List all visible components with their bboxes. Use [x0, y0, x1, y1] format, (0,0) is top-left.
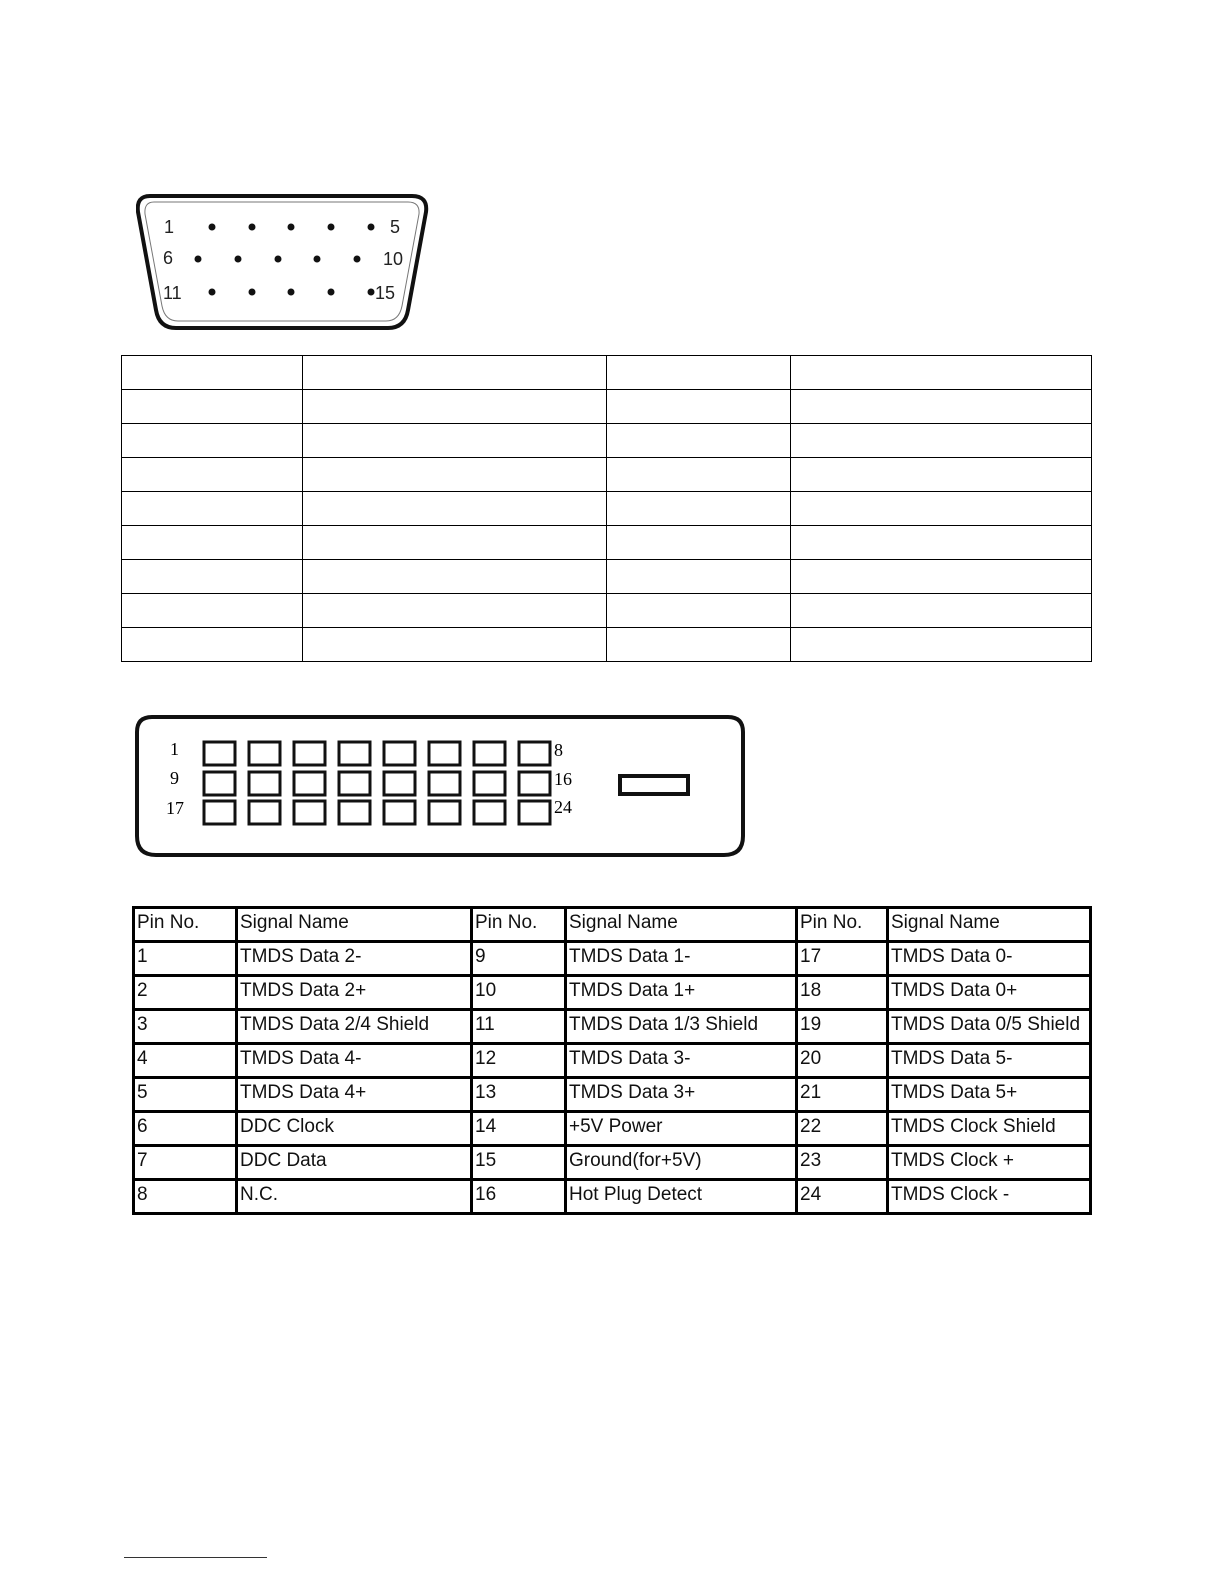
header-pin-no: Pin No.	[134, 908, 237, 942]
vga-table-cell	[607, 560, 791, 594]
pin-number-cell: 11	[472, 1010, 566, 1044]
dvi-pin-contact	[474, 801, 505, 824]
dvi-pin-contact	[429, 772, 460, 795]
vga-pin-label-15: 15	[375, 283, 396, 303]
vga-pin-dot	[249, 224, 256, 231]
signal-name-cell: TMDS Data 0-	[888, 942, 1091, 976]
vga-pin-label-6: 6	[163, 248, 174, 268]
dvi-pin-contact	[249, 772, 280, 795]
pin-number-cell: 10	[472, 976, 566, 1010]
dvi-pin-contact	[249, 801, 280, 824]
vga-connector-diagram	[136, 192, 432, 332]
vga-pin-dot	[368, 224, 375, 231]
dvi-pin-contact	[249, 742, 280, 765]
signal-name-cell: DDC Clock	[237, 1112, 472, 1146]
dvi-connector-svg	[134, 714, 748, 860]
vga-table-cell	[122, 424, 303, 458]
pin-number-cell: 8	[134, 1180, 237, 1214]
pin-number-cell: 12	[472, 1044, 566, 1078]
vga-table-cell	[303, 594, 607, 628]
table-row	[134, 1146, 1091, 1180]
dvi-pin-contact	[384, 801, 415, 824]
signal-name-cell: TMDS Data 2-	[237, 942, 472, 976]
vga-table-cell	[303, 526, 607, 560]
pin-number-cell: 7	[134, 1146, 237, 1180]
vga-pin-dot	[314, 256, 321, 263]
dvi-pin-contact	[519, 742, 550, 765]
vga-table-cell	[303, 424, 607, 458]
vga-pin-dot	[328, 289, 335, 296]
dvi-ground-blade	[620, 776, 688, 794]
signal-name-cell: TMDS Data 2/4 Shield	[237, 1010, 472, 1044]
vga-table-cell	[791, 594, 1092, 628]
vga-table-cell	[607, 594, 791, 628]
signal-name-cell: TMDS Data 4-	[237, 1044, 472, 1078]
pin-number-cell: 18	[797, 976, 888, 1010]
vga-table-cell	[791, 424, 1092, 458]
signal-name-cell: TMDS Data 0+	[888, 976, 1091, 1010]
vga-pin-dot	[354, 256, 361, 263]
vga-pin-dot	[209, 224, 216, 231]
signal-name-cell: TMDS Data 2+	[237, 976, 472, 1010]
table-row	[134, 1010, 1091, 1044]
vga-pin-dot	[288, 224, 295, 231]
vga-table-cell	[303, 458, 607, 492]
dvi-pin-contact	[429, 801, 460, 824]
header-signal-name: Signal Name	[237, 908, 472, 942]
vga-table-row	[122, 560, 1092, 594]
dvi-shell	[137, 717, 743, 855]
dvi-pin-contact	[474, 742, 505, 765]
vga-table-cell	[791, 356, 1092, 390]
dvi-pin-contact	[339, 772, 370, 795]
vga-pins	[195, 224, 375, 296]
pin-number-cell: 1	[134, 942, 237, 976]
vga-table-cell	[607, 492, 791, 526]
vga-pin-label-5: 5	[390, 217, 401, 237]
vga-table-cell	[122, 458, 303, 492]
vga-table-cell	[122, 594, 303, 628]
vga-table-cell	[791, 560, 1092, 594]
vga-table-cell	[607, 390, 791, 424]
vga-table-row	[122, 390, 1092, 424]
pin-number-cell: 9	[472, 942, 566, 976]
dvi-pin-contact	[519, 801, 550, 824]
signal-name-cell: DDC Data	[237, 1146, 472, 1180]
pin-number-cell: 6	[134, 1112, 237, 1146]
signal-name-cell: TMDS Data 3+	[566, 1078, 797, 1112]
dvi-row3-end-label: 24	[554, 797, 572, 817]
table-row	[134, 1180, 1091, 1214]
header-pin-no: Pin No.	[797, 908, 888, 942]
signal-name-cell: TMDS Clock +	[888, 1146, 1091, 1180]
signal-name-cell: TMDS Data 0/5 Shield	[888, 1010, 1091, 1044]
vga-table-cell	[791, 628, 1092, 662]
dvi-table-body	[134, 942, 1091, 1214]
header-signal-name: Signal Name	[566, 908, 797, 942]
vga-table-row	[122, 594, 1092, 628]
vga-table-cell	[122, 492, 303, 526]
vga-pin-dot	[288, 289, 295, 296]
vga-table-cell	[122, 560, 303, 594]
vga-pin-dot	[328, 224, 335, 231]
vga-pin-dot	[249, 289, 256, 296]
pin-number-cell: 21	[797, 1078, 888, 1112]
pin-number-cell: 16	[472, 1180, 566, 1214]
pin-number-cell: 19	[797, 1010, 888, 1044]
dvi-pin-contact	[294, 772, 325, 795]
signal-name-cell: TMDS Data 5-	[888, 1044, 1091, 1078]
vga-pin-dot	[209, 289, 216, 296]
dvi-pin-contact	[519, 772, 550, 795]
vga-table-cell	[607, 424, 791, 458]
vga-table-cell	[607, 526, 791, 560]
pin-number-cell: 13	[472, 1078, 566, 1112]
pin-number-cell: 20	[797, 1044, 888, 1078]
vga-table-cell	[303, 560, 607, 594]
dvi-pin-contact	[384, 742, 415, 765]
dvi-table-header-row	[134, 908, 1091, 942]
vga-table-cell	[607, 458, 791, 492]
header-signal-name: Signal Name	[888, 908, 1091, 942]
signal-name-cell: +5V Power	[566, 1112, 797, 1146]
vga-table-cell	[303, 356, 607, 390]
vga-table-cell	[303, 390, 607, 424]
dvi-pin-contact	[384, 772, 415, 795]
vga-table-cell	[122, 628, 303, 662]
pin-number-cell: 3	[134, 1010, 237, 1044]
vga-table-cell	[303, 628, 607, 662]
dvi-pins	[204, 742, 550, 824]
vga-table-cell	[607, 628, 791, 662]
pin-number-cell: 5	[134, 1078, 237, 1112]
dvi-pin-contact	[294, 801, 325, 824]
signal-name-cell: TMDS Data 1/3 Shield	[566, 1010, 797, 1044]
vga-table-cell	[791, 526, 1092, 560]
pin-number-cell: 14	[472, 1112, 566, 1146]
table-row	[134, 942, 1091, 976]
vga-table-row	[122, 526, 1092, 560]
dvi-pin-table	[132, 906, 1092, 1215]
vga-pin-table	[121, 355, 1092, 662]
vga-table-cell	[791, 390, 1092, 424]
vga-table-cell	[791, 458, 1092, 492]
vga-table-row	[122, 492, 1092, 526]
signal-name-cell: TMDS Data 4+	[237, 1078, 472, 1112]
signal-name-cell: Ground(for+5V)	[566, 1146, 797, 1180]
table-row	[134, 976, 1091, 1010]
vga-table-row	[122, 458, 1092, 492]
pin-number-cell: 23	[797, 1146, 888, 1180]
signal-name-cell: Hot Plug Detect	[566, 1180, 797, 1214]
vga-pin-dot	[368, 289, 375, 296]
vga-table-row	[122, 424, 1092, 458]
vga-table-cell	[122, 356, 303, 390]
footnote-divider	[124, 1557, 267, 1558]
vga-table-cell	[122, 390, 303, 424]
dvi-pin-contact	[294, 742, 325, 765]
dvi-pin-contact	[474, 772, 505, 795]
signal-name-cell: TMDS Data 3-	[566, 1044, 797, 1078]
table-row	[134, 1078, 1091, 1112]
signal-name-cell: TMDS Data 1-	[566, 942, 797, 976]
vga-table-row	[122, 628, 1092, 662]
pin-number-cell: 22	[797, 1112, 888, 1146]
vga-table-cell	[791, 492, 1092, 526]
pin-number-cell: 15	[472, 1146, 566, 1180]
vga-shell-inner	[145, 202, 419, 321]
dvi-connector-diagram	[134, 714, 748, 860]
dvi-row2-end-label: 16	[554, 769, 572, 789]
vga-pin-dot	[195, 256, 202, 263]
dvi-pin-contact	[339, 742, 370, 765]
signal-name-cell: TMDS Data 1+	[566, 976, 797, 1010]
dvi-pin-contact	[339, 801, 370, 824]
dvi-pin-contact	[204, 801, 235, 824]
vga-table-row	[122, 356, 1092, 390]
vga-pin-dot	[235, 256, 242, 263]
dvi-pin-contact	[429, 742, 460, 765]
signal-name-cell: TMDS Data 5+	[888, 1078, 1091, 1112]
pin-number-cell: 4	[134, 1044, 237, 1078]
vga-table-cell	[607, 356, 791, 390]
dvi-row2-start-label: 9	[170, 768, 179, 788]
vga-pin-label-1: 1	[164, 217, 175, 237]
vga-pin-label-11: 11	[163, 283, 182, 303]
signal-name-cell: N.C.	[237, 1180, 472, 1214]
pin-number-cell: 2	[134, 976, 237, 1010]
vga-pin-table-body	[122, 356, 1092, 662]
pin-number-cell: 24	[797, 1180, 888, 1214]
vga-pin-label-10: 10	[383, 249, 404, 269]
table-row	[134, 1044, 1091, 1078]
table-row	[134, 1112, 1091, 1146]
vga-connector-svg	[136, 192, 432, 332]
dvi-row1-end-label: 8	[554, 740, 563, 760]
dvi-pin-contact	[204, 772, 235, 795]
signal-name-cell: TMDS Clock Shield	[888, 1112, 1091, 1146]
dvi-row1-start-label: 1	[170, 739, 179, 759]
dvi-row3-start-label: 17	[166, 798, 184, 818]
vga-table-cell	[303, 492, 607, 526]
vga-table-cell	[122, 526, 303, 560]
signal-name-cell: TMDS Clock -	[888, 1180, 1091, 1214]
vga-pin-dot	[275, 256, 282, 263]
pin-number-cell: 17	[797, 942, 888, 976]
header-pin-no: Pin No.	[472, 908, 566, 942]
dvi-pin-contact	[204, 742, 235, 765]
